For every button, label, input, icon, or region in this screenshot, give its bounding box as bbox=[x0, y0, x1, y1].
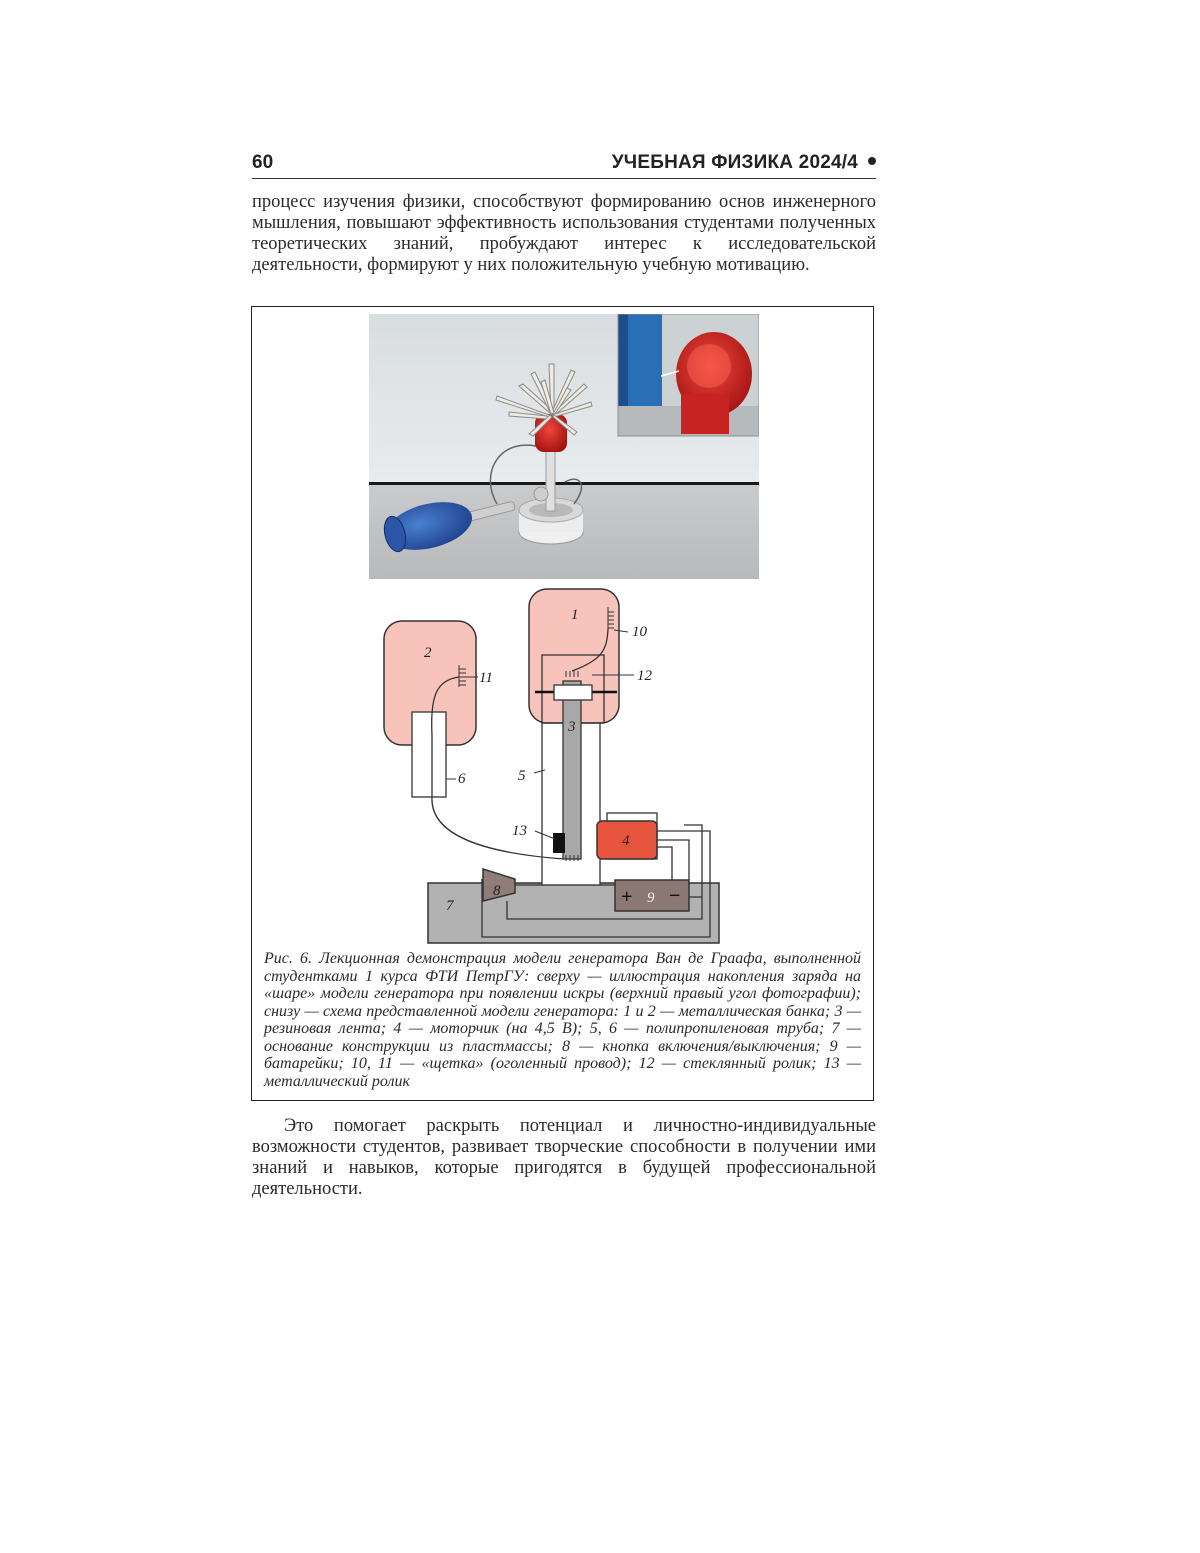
generator-photo-illustration bbox=[369, 314, 759, 579]
paragraph-bottom: Это помогает раскрыть потенциал и личностно-индивидуальные возможности студентов, развивает творческие способности в получении ими знаний и навыков, которые пригодятся в будущей профессиональной деятельности. bbox=[252, 1116, 876, 1199]
label-2: 2 bbox=[424, 645, 432, 661]
paragraph-top: процесс изучения физики, способствуют формированию основ инженерного мышления, повышают эффективность использования студентами полученных теоретических знаний, пробуждают интерес к исследовательской деятельности, формируют у них положительную учебную мотивацию. bbox=[252, 192, 876, 275]
bullet-icon bbox=[868, 157, 876, 165]
label-5: 5 bbox=[518, 768, 526, 784]
journal-title-text: УЧЕБНАЯ ФИЗИКА 2024/4 bbox=[611, 152, 858, 173]
journal-title bbox=[612, 152, 876, 174]
generator-schematic bbox=[252, 585, 872, 950]
glass-roller-12 bbox=[554, 685, 592, 700]
label-3: 3 bbox=[568, 719, 576, 735]
label-11: 11 bbox=[479, 670, 493, 686]
page-header bbox=[252, 152, 876, 179]
figure-caption: Рис. 6. Лекционная демонстрация модели генератора Ван де Граафа, выполненной студентками 1 курса ФТИ ПетрГУ: сверху — иллюстрация накопления заряда на «шаре» модели генератора при появлении искры (верхний правый угол фотографии); снизу — схема представленной модели генератора: 1 и 2 — металлическая банка; 3 — резиновая лента; 4 — моторчик (на 4,5 В); 5, 6 — полипропиленовая труба; 7 — основание конструкции из пластмассы; 8 — кнопка включения/выключения; 9 — батарейки; 10, 11 — «щетка» (оголенный провод); 12 — стеклянный ролик; 13 — металлический ролик bbox=[264, 950, 861, 1090]
label-4: 4 bbox=[622, 833, 630, 849]
generator-photo bbox=[369, 314, 759, 579]
label-12: 12 bbox=[637, 668, 652, 684]
battery-plus: + bbox=[621, 886, 633, 908]
label-6: 6 bbox=[458, 771, 466, 787]
label-13: 13 bbox=[512, 823, 527, 839]
metal-roller-13 bbox=[553, 833, 565, 853]
battery-minus: − bbox=[669, 885, 681, 907]
figure-6 bbox=[251, 306, 874, 1101]
label-9: 9 bbox=[647, 890, 655, 906]
belt-3 bbox=[563, 681, 581, 859]
page-number: 60 bbox=[252, 152, 274, 173]
label-10: 10 bbox=[632, 624, 647, 640]
tube-6 bbox=[412, 712, 446, 797]
label-1: 1 bbox=[571, 607, 579, 623]
label-7: 7 bbox=[446, 898, 454, 914]
label-8: 8 bbox=[493, 883, 501, 899]
